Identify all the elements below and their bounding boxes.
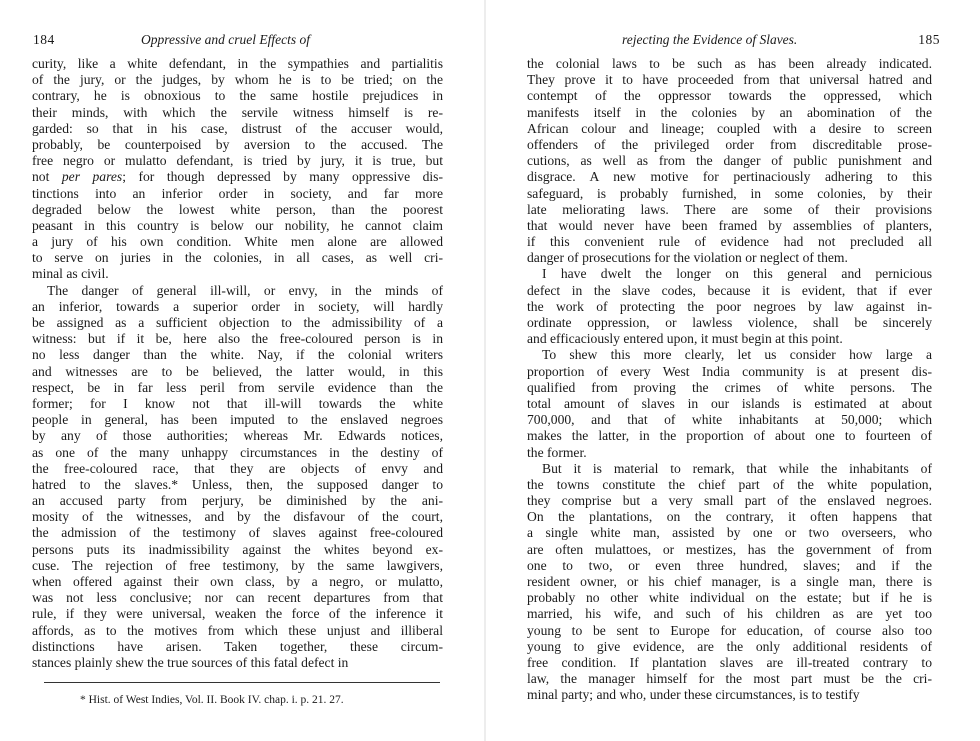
left-running-title: Oppressive and cruel Effects of	[141, 32, 310, 47]
text-line: married, his wife, and such of his children as are yet too	[527, 606, 932, 622]
text-line: former; for I know not that ill-will towards the white	[32, 395, 443, 411]
left-page	[0, 0, 480, 741]
text-line: they comprise but a very small part of the enslaved negroes.	[527, 493, 932, 509]
text-line: African colour and lineage; coupled with a desire to screen	[527, 120, 932, 136]
left-page-number: 184	[33, 32, 55, 47]
text-line: disgrace. A new motive for pertinaciously adhering to this	[527, 169, 932, 185]
text-line: the work of protecting the poor negroes by law against in-	[527, 298, 932, 314]
text-line: free condition. If plantation slaves are ill-treated contrary to	[527, 654, 932, 670]
text-line: was not less conclusive; nor can recent departures from that	[32, 590, 443, 606]
right-running-head	[524, 30, 940, 50]
footnote: * Hist. of West Indies, Vol. II. Book IV. chap. i. p. 21. 27.	[80, 694, 344, 706]
text-line: that would never have been framed by assemblies of planters,	[527, 217, 932, 233]
text-line: But it is material to remark, that while the inhabitants of	[542, 460, 932, 476]
text-line: law, the manager himself for the most part must be the cri-	[527, 671, 932, 687]
text-line: as one of the many unhappy circumstances in the destiny of	[32, 444, 443, 460]
text-line: probably no other white individual on the estate; but if he is	[527, 590, 932, 606]
text-line: cuse. The rejection of free testimony, by the same lawgivers,	[32, 557, 443, 573]
text-line: of the jury, or the judges, by whom he is to be tried; on the	[32, 72, 443, 88]
text-line: to serve on juries in the colonies, in all cases, as well cri-	[32, 250, 443, 266]
left-page-text	[32, 56, 443, 671]
text-line: one to two, or even three hundred, slaves; and if the	[527, 557, 932, 573]
text-line: degraded below the lowest white person, than the poorest	[32, 201, 443, 217]
text-line: persons puts its inadmissibility against the whites beyond ex-	[32, 541, 443, 557]
text-line: I have dwelt the longer on this general and pernicious	[542, 266, 932, 282]
text-line: young to be sent to Europe for education, of course also too	[527, 622, 932, 638]
text-line: rule, if they were universal, weaken the force of the inference it	[32, 606, 443, 622]
text-line: peasant in this country is below our nobility, he cannot claim	[32, 217, 443, 233]
text-line: cutions, as well as from the danger of public punishment and	[527, 153, 932, 169]
text-line: The danger of general ill-will, or envy, in the minds of	[47, 282, 443, 298]
text-line: the free-coloured race, that they are objects of envy and	[32, 460, 443, 476]
text-line: probably, be counterpoised by aversion to the accused. The	[32, 136, 443, 152]
text-line: curity, like a white defendant, in the sympathies and partialitis	[32, 56, 443, 71]
text-line: 700,000, and that of white inhabitants at 50,000; which	[527, 412, 932, 428]
text-line: contrary, he is obnoxious to the same hostile prejudices in	[32, 88, 443, 104]
text-line: if this convenient rule of evidence had not precluded all	[527, 234, 932, 250]
text-line: an accused party from perjury, be diminished by the ani-	[32, 493, 443, 509]
text-line: total amount of slaves in our islands is estimated at about	[527, 395, 932, 411]
right-running-title: rejecting the Evidence of Slaves.	[622, 32, 798, 47]
text-line: offenders of the privileged order from discreditable prose-	[527, 136, 932, 152]
text-line: be assigned as a sufficient objection to the admissibility of a	[32, 315, 443, 330]
footnote-rule	[44, 682, 440, 683]
text-line: hatred to the slaves.* Unless, then, the supposed danger to	[32, 476, 443, 492]
text-line: They prove it to have proceeded from that universal hatred and	[527, 72, 932, 88]
text-line: late meliorating laws. There are some of their provisions	[527, 201, 932, 217]
text-line: an inferior, towards a superior order in society, will hardly	[32, 298, 443, 314]
text-line: their minds, with which the servile witness himself is re-	[32, 104, 443, 120]
text-line: witness: but if it be, here also the free-coloured person is in	[32, 331, 443, 347]
text-line: defect in the slave codes, because it is evident, that if ever	[527, 282, 932, 298]
text-line: the towns constitute the chief part of the white population,	[527, 476, 932, 492]
text-line: stances plainly shew the true sources of this fatal defect in	[32, 654, 349, 670]
text-line: minal as civil.	[32, 266, 109, 282]
text-line: distinctions have arisen. Taken together, these circum-	[32, 638, 443, 654]
right-page-text	[527, 56, 932, 704]
text-line: tinctions into an inferior order in society, and far more	[32, 185, 443, 201]
text-line: by any of those authorities; whereas Mr. Edwards notices,	[32, 428, 443, 444]
text-line: a single white man, assisted by one or two overseers, who	[527, 525, 932, 541]
text-line: On the plantations, on the contrary, it often happens that	[527, 509, 932, 525]
text-line: people in general, has been imputed to the enslaved negroes	[32, 412, 443, 428]
text-line: the admission of the testimony of slaves against free-coloured	[32, 525, 443, 541]
text-line: the colonial laws to be such as has been already indicated.	[527, 56, 932, 71]
text-line: the former.	[527, 444, 587, 460]
text-line: makes the latter, in the proportion of about one to fourteen of	[527, 428, 932, 444]
text-line: contempt of the oppressor towards the oppressed, which	[527, 88, 932, 104]
text-line: affords, as to the motives from which these unjust and illiberal	[32, 622, 443, 638]
text-line: no less danger than the white. Nay, if the colonial writers	[32, 347, 443, 363]
text-line: proportion of every West India community is at present dis-	[527, 363, 932, 379]
text-line: To shew this more clearly, let us consider how large a	[542, 347, 932, 363]
text-line: respect, be in far less peril from servile evidence than the	[32, 379, 443, 395]
text-line: mosity of the witnesses, and by the disfavour of the court,	[32, 509, 443, 525]
text-line: safeguard, is probably furnished, in some colonies, by their	[527, 185, 932, 201]
book-gutter	[484, 0, 486, 741]
text-line: young to give evidence, are the only additional residents of	[527, 638, 932, 654]
right-page	[490, 0, 980, 741]
text-line: danger of prosecutions for the violation or neglect of them.	[527, 250, 848, 266]
text-line: when offered against their own class, by a negro, or mulatto,	[32, 574, 443, 589]
text-line: manifests itself in the colonies by an abomination of the	[527, 104, 932, 120]
text-line: free negro or mulatto defendant, is tried by jury, it is true, but	[32, 153, 443, 169]
text-line: and witnesses are to be believed, the latter would, in this	[32, 363, 443, 379]
text-line: minal party; and who, under these circumstances, is to testify	[527, 687, 860, 703]
right-page-number: 185	[918, 32, 940, 47]
text-line: resident owner, or his chief manager, is a single man, there is	[527, 574, 932, 589]
text-line: not per pares; for though depressed by many oppressive dis-	[32, 169, 443, 185]
text-line: garded: so that in his case, distrust of the accuser would,	[32, 120, 443, 136]
text-line: ordinate oppression, or lawless violence, shall be sincerely	[527, 315, 932, 330]
text-line: are often mulattoes, or mestizes, has the government of from	[527, 541, 932, 557]
text-line: a jury of his own condition. White men alone are allowed	[32, 234, 443, 250]
left-running-head	[33, 30, 448, 50]
text-line: qualified from proving the crimes of white persons. The	[527, 379, 932, 395]
text-line: and efficaciously entered upon, it must begin at this point.	[527, 331, 843, 347]
